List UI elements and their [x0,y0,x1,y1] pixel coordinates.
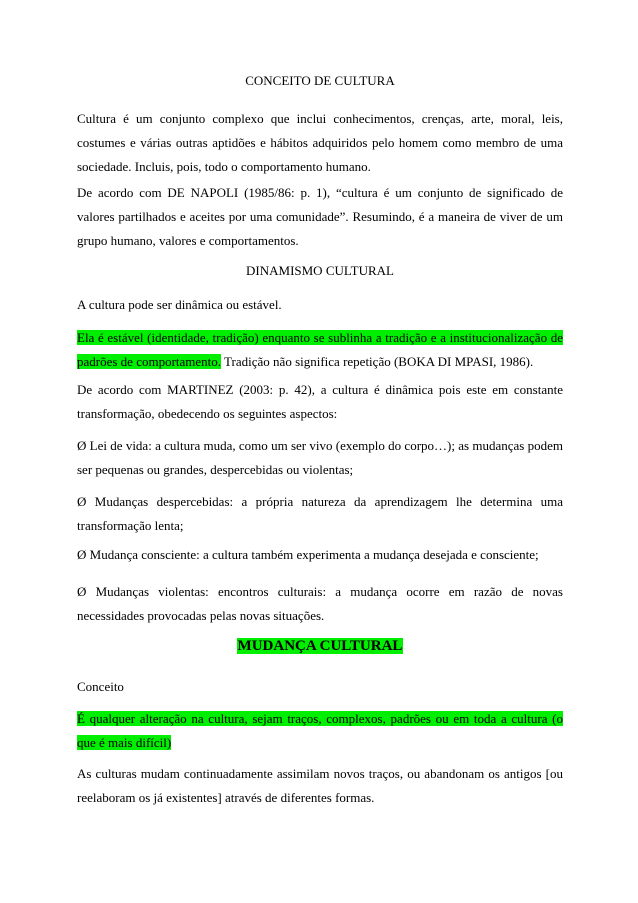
paragraph-de-napoli: De acordo com DE NAPOLI (1985/86: p. 1), “cultura é um conjunto de significado de valores partilhados e aceites por uma comunidade”. Resumindo, é a maneira de viver de um grupo humano, valores e comportamentos. [77,185,563,248]
highlighted-text: É qualquer alteração na cultura, sejam traços, complexos, padrões ou em toda a cultura (o que é mais difícil) [77,711,563,750]
bullet-mudancas-violentas: Ø Mudanças violentas: encontros culturais: a mudança ocorre em razão de novas necessidades provocadas pelas novas situações. [77,584,563,623]
dinamismo-title: DINAMISMO CULTURAL [246,263,394,278]
paragraph-definicao: Cultura é um conjunto complexo que inclui conhecimentos, crenças, arte, moral, leis, costumes e várias outras aptidões e hábitos adquiridos pelo homem como membro de uma sociedade. Incluis, pois, todo o comportamento humano. [77,111,563,174]
bullet-mudanca-consciente: Ø Mudança consciente: a cultura também experimenta a mudança desejada e consciente; [77,547,539,562]
highlighted-text: Ela é estável (identidade, tradição) enquanto se sublinha a tradição e a institucionalização de padrões de comportamento. [77,330,563,369]
paragraph-martinez: De acordo com MARTINEZ (2003: p. 42), a cultura é dinâmica pois este em constante transformação, obedecendo os seguintes aspectos: [77,382,563,421]
paragraph-estavel [77,326,563,374]
paragraph-text: Tradição não significa repetição (BOKA DI MPASI, 1986). [221,354,534,369]
conceito-title: CONCEITO DE CULTURA [245,73,395,88]
paragraph-conceito [77,707,563,755]
bullet-lei-de-vida: Ø Lei de vida: a cultura muda, como um ser vivo (exemplo do corpo…); as mudanças podem ser pequenas ou grandes, despercebidas ou violentas; [77,438,563,477]
paragraph-culturas-mudam: As culturas mudam continuadamente assimilam novos traços, ou abandonam os antigos [ou reelaboram os já existentes] através de diferentes formas. [77,766,563,805]
conceito-label: Conceito [77,679,124,694]
mudanca-title-text: MUDANÇA CULTURAL [237,638,403,654]
paragraph-dinamica: A cultura pode ser dinâmica ou estável. [77,297,282,312]
mudanca-title [77,638,563,655]
bullet-mudancas-despercebidas: Ø Mudanças despercebidas: a própria natureza da aprendizagem lhe determina uma transformação lenta; [77,494,563,533]
